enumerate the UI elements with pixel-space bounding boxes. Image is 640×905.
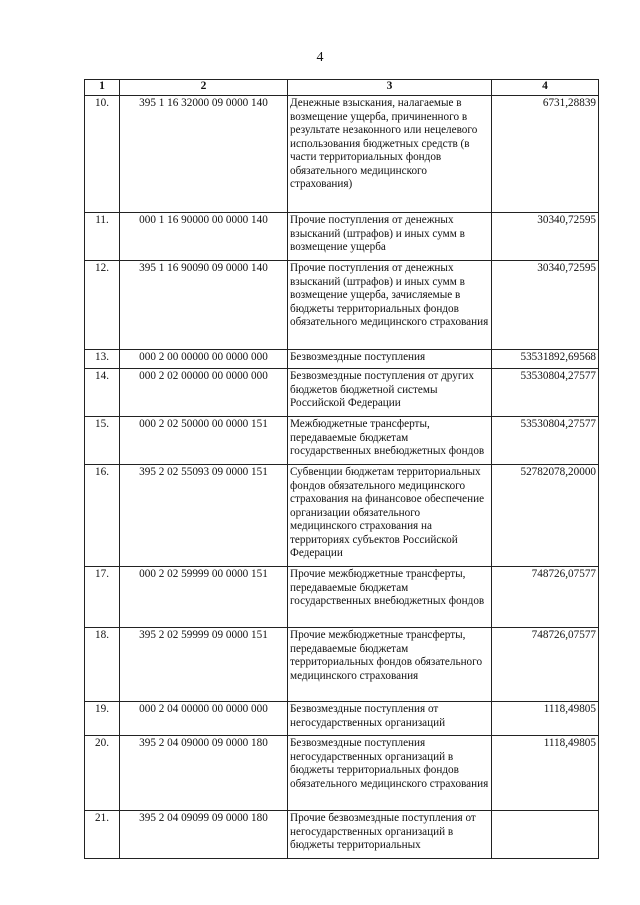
table-row xyxy=(85,811,599,859)
classification-code: 000 2 00 00000 00 0000 000 xyxy=(120,350,288,369)
row-number: 18. xyxy=(85,628,120,702)
amount: 53531892,69568 xyxy=(492,350,599,369)
table-header-row xyxy=(85,80,599,96)
amount: 6731,28839 xyxy=(492,96,599,213)
amount: 53530804,27577 xyxy=(492,369,599,417)
revenue-name: Безвозмездные поступления от других бюджетов бюджетной системы Российской Федерации xyxy=(288,369,492,417)
row-number: 17. xyxy=(85,567,120,628)
revenue-name: Субвенции бюджетам территориальных фондов обязательного медицинского страхования на финансовое обеспечение организации обязательного медицинского страхования на территориях субъектов Российской Федерации xyxy=(288,465,492,567)
amount: 30340,72595 xyxy=(492,213,599,261)
table-row xyxy=(85,736,599,811)
classification-code: 000 2 02 00000 00 0000 000 xyxy=(120,369,288,417)
table-row xyxy=(85,465,599,567)
classification-code: 395 2 02 55093 09 0000 151 xyxy=(120,465,288,567)
row-number: 21. xyxy=(85,811,120,859)
classification-code: 395 1 16 90090 09 0000 140 xyxy=(120,261,288,350)
table-row xyxy=(85,567,599,628)
column-header-4: 4 xyxy=(492,80,599,96)
amount: 52782078,20000 xyxy=(492,465,599,567)
column-header-1: 1 xyxy=(85,80,120,96)
row-number: 19. xyxy=(85,702,120,736)
table-row xyxy=(85,213,599,261)
amount: 748726,07577 xyxy=(492,567,599,628)
amount: 1118,49805 xyxy=(492,702,599,736)
table-row xyxy=(85,702,599,736)
table-row xyxy=(85,417,599,465)
classification-code: 395 1 16 32000 09 0000 140 xyxy=(120,96,288,213)
row-number: 15. xyxy=(85,417,120,465)
row-number: 10. xyxy=(85,96,120,213)
revenue-name: Прочие межбюджетные трансферты, передаваемые бюджетам государственных внебюджетных фондов xyxy=(288,567,492,628)
classification-code: 000 2 02 50000 00 0000 151 xyxy=(120,417,288,465)
classification-code: 395 2 04 09000 09 0000 180 xyxy=(120,736,288,811)
row-number: 11. xyxy=(85,213,120,261)
classification-code: 000 2 02 59999 00 0000 151 xyxy=(120,567,288,628)
revenue-name: Прочие поступления от денежных взысканий (штрафов) и иных сумм в возмещение ущерба xyxy=(288,213,492,261)
classification-code: 395 2 02 59999 09 0000 151 xyxy=(120,628,288,702)
amount: 748726,07577 xyxy=(492,628,599,702)
amount: 30340,72595 xyxy=(492,261,599,350)
row-number: 13. xyxy=(85,350,120,369)
revenue-name: Безвозмездные поступления от негосударственных организаций xyxy=(288,702,492,736)
budget-revenue-table xyxy=(84,79,599,859)
classification-code: 395 2 04 09099 09 0000 180 xyxy=(120,811,288,859)
row-number: 16. xyxy=(85,465,120,567)
revenue-name: Прочие поступления от денежных взысканий (штрафов) и иных сумм в возмещение ущерба, зачисляемые в бюджеты территориальных фондов обязательного медицинского страхования xyxy=(288,261,492,350)
revenue-name: Безвозмездные поступления xyxy=(288,350,492,369)
column-header-2: 2 xyxy=(120,80,288,96)
revenue-name: Денежные взыскания, налагаемые в возмещение ущерба, причиненного в результате незаконного или нецелевого использования бюджетных средств (в части территориальных фондов обязательного медицинского страхования) xyxy=(288,96,492,213)
table-row xyxy=(85,628,599,702)
amount xyxy=(492,811,599,859)
amount: 1118,49805 xyxy=(492,736,599,811)
table-row xyxy=(85,350,599,369)
row-number: 20. xyxy=(85,736,120,811)
classification-code: 000 1 16 90000 00 0000 140 xyxy=(120,213,288,261)
revenue-name: Безвозмездные поступления негосударственных организаций в бюджеты территориальных фондов обязательного медицинского страхования xyxy=(288,736,492,811)
revenue-name: Прочие безвозмездные поступления от негосударственных организаций в бюджеты территориальных xyxy=(288,811,492,859)
table-row xyxy=(85,96,599,213)
row-number: 14. xyxy=(85,369,120,417)
classification-code: 000 2 04 00000 00 0000 000 xyxy=(120,702,288,736)
revenue-name: Межбюджетные трансферты, передаваемые бюджетам государственных внебюджетных фондов xyxy=(288,417,492,465)
column-header-3: 3 xyxy=(288,80,492,96)
page-number: 4 xyxy=(316,50,324,65)
row-number: 12. xyxy=(85,261,120,350)
revenue-name: Прочие межбюджетные трансферты, передаваемые бюджетам территориальных фондов обязательного медицинского страхования xyxy=(288,628,492,702)
amount: 53530804,27577 xyxy=(492,417,599,465)
table-row xyxy=(85,261,599,350)
table-row xyxy=(85,369,599,417)
